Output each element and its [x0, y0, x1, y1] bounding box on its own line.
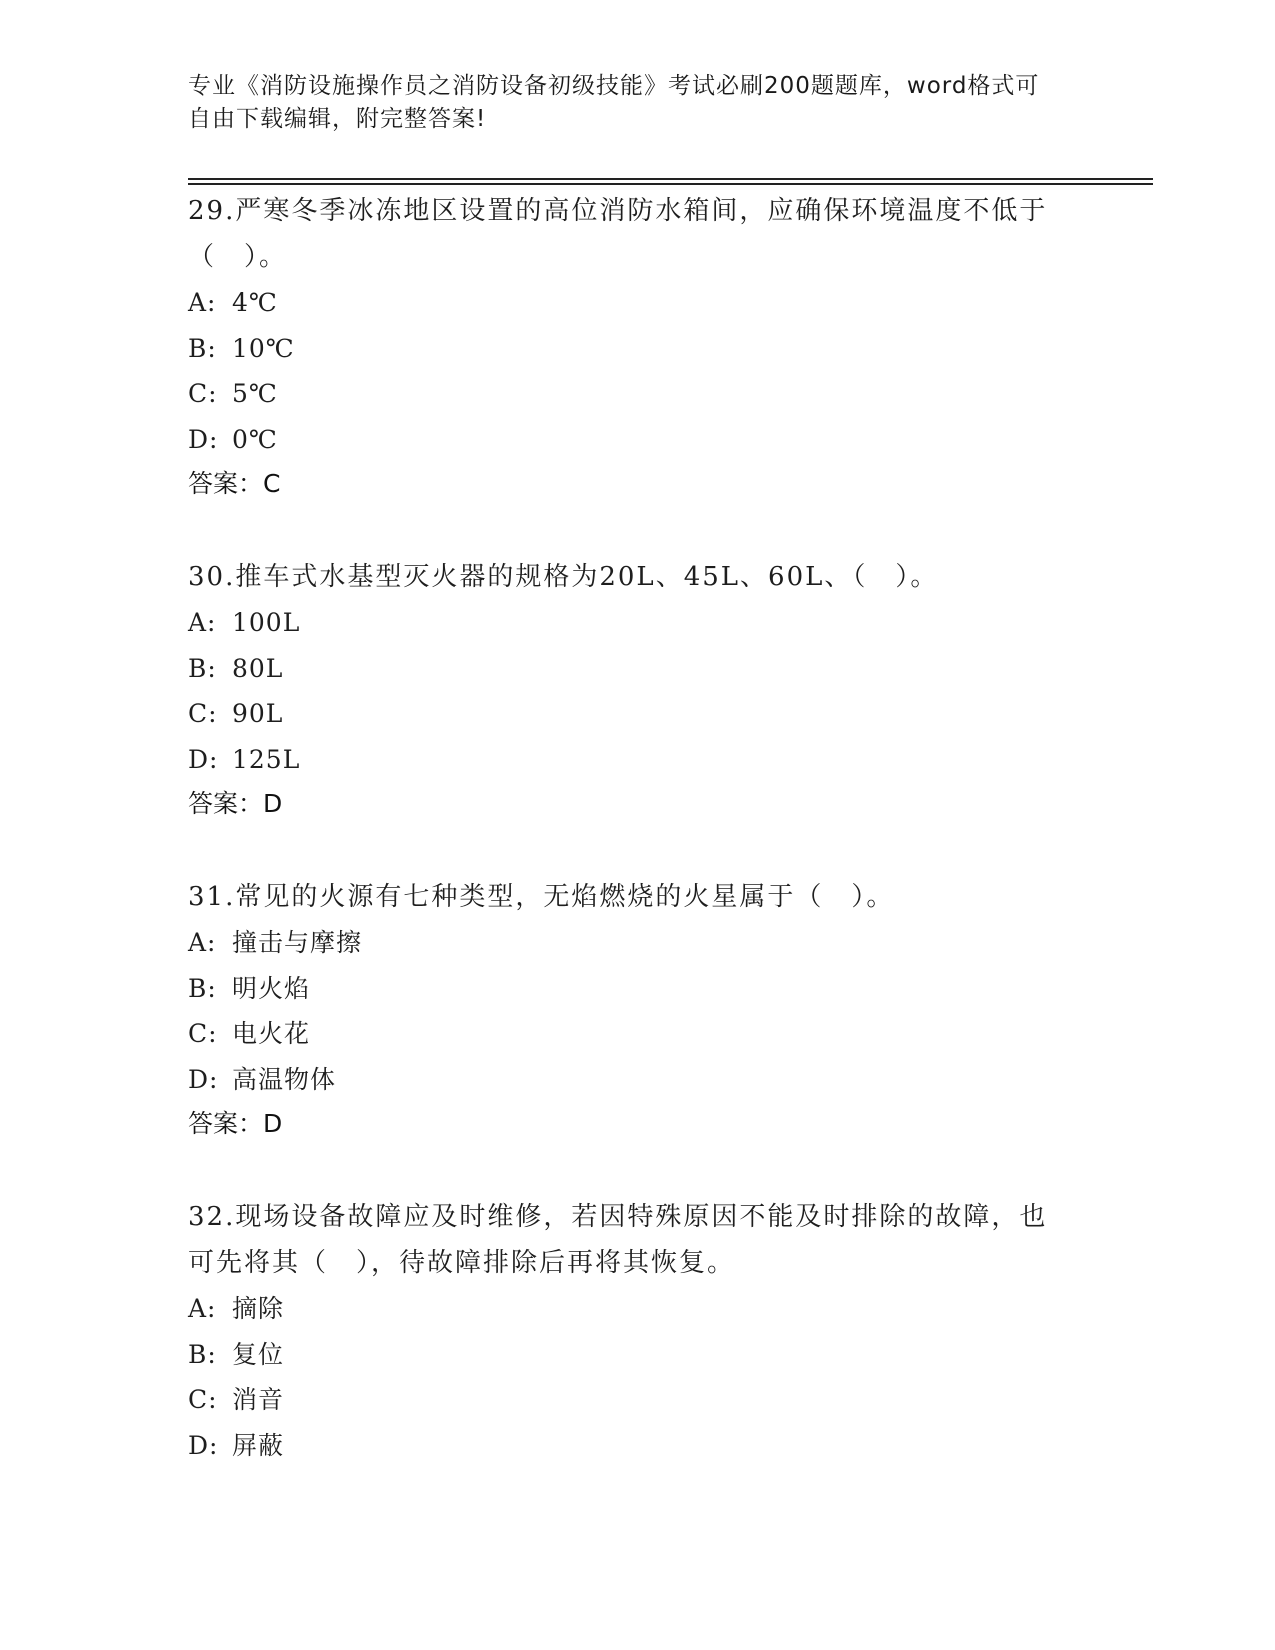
option-text: 高温物体	[232, 1064, 337, 1094]
option-c	[188, 1011, 1088, 1057]
question-stem-line-1: 32.现场设备故障应及时维修，若因特殊原因不能及时排除的故障，也	[188, 1202, 1048, 1232]
question-stem-line-2: 可先将其（ ），待故障排除后再将其恢复。	[188, 1248, 736, 1278]
answer-line: 答案：D	[188, 789, 283, 818]
question-stem-line-1: 30.推车式水基型灭火器的规格为20L、45L、60L、（ ）。	[188, 562, 939, 592]
option-label: D:	[188, 744, 219, 774]
header-divider-bottom	[188, 183, 1153, 185]
option-a	[188, 280, 1088, 326]
question-32	[188, 1194, 1088, 1468]
question-spacer	[188, 1146, 1088, 1194]
option-label: B:	[188, 653, 217, 683]
option-text: 明火焰	[232, 973, 311, 1003]
option-b	[188, 326, 1088, 372]
question-stem-line-1: 29.严寒冬季冰冻地区设置的高位消防水箱间，应确保环境温度不低于	[188, 196, 1048, 226]
question-30	[188, 554, 1088, 826]
option-b	[188, 1332, 1088, 1378]
question-31	[188, 874, 1088, 1146]
option-text: 消音	[232, 1385, 285, 1414]
option-label: D:	[188, 1064, 219, 1094]
option-text: 10℃	[232, 333, 295, 363]
question-spacer	[188, 826, 1088, 874]
option-d	[188, 417, 1088, 463]
option-text: 摘除	[232, 1294, 285, 1323]
question-stem-line-1: 31.常见的火源有七种类型，无焰燃烧的火星属于（ ）。	[188, 882, 895, 912]
option-label: A:	[188, 288, 217, 317]
option-label: C:	[188, 699, 218, 728]
option-d	[188, 1423, 1088, 1469]
question-29	[188, 188, 1088, 506]
option-c	[188, 1377, 1088, 1423]
document-header	[188, 70, 1068, 136]
option-c	[188, 691, 1088, 737]
option-label: B:	[188, 973, 217, 1003]
option-a	[188, 600, 1088, 646]
header-divider-top	[188, 178, 1153, 180]
option-text: 电火花	[232, 1019, 311, 1048]
option-label: C:	[188, 379, 218, 408]
option-b	[188, 646, 1088, 692]
question-stem	[188, 874, 1068, 920]
option-label: C:	[188, 1019, 218, 1048]
option-label: D:	[188, 1430, 219, 1460]
option-a	[188, 920, 1088, 966]
option-text: 屏蔽	[232, 1430, 285, 1460]
option-text: 80L	[232, 653, 284, 683]
option-d	[188, 1057, 1088, 1103]
question-stem	[188, 1194, 1068, 1286]
answer-line: 答案：C	[188, 469, 281, 498]
option-label: B:	[188, 1339, 217, 1369]
option-label: A:	[188, 928, 217, 957]
option-label: B:	[188, 333, 217, 363]
option-label: D:	[188, 424, 219, 454]
question-list	[188, 188, 1088, 1468]
option-text: 复位	[232, 1339, 285, 1369]
header-line-1: 专业《消防设施操作员之消防设备初级技能》考试必刷200题题库，word格式可	[188, 73, 1040, 99]
header-line-2: 自由下载编辑，附完整答案!	[188, 106, 487, 132]
option-text: 125L	[232, 744, 301, 774]
option-text: 0℃	[232, 424, 278, 454]
option-label: C:	[188, 1385, 218, 1414]
option-label: A:	[188, 1294, 217, 1323]
question-spacer	[188, 506, 1088, 554]
option-text: 撞击与摩擦	[232, 928, 363, 957]
option-a	[188, 1286, 1088, 1332]
option-text: 4℃	[232, 288, 278, 317]
option-b	[188, 966, 1088, 1012]
question-stem	[188, 188, 1068, 280]
option-c	[188, 371, 1088, 417]
option-d	[188, 737, 1088, 783]
option-text: 5℃	[232, 379, 278, 408]
question-stem	[188, 554, 1068, 600]
answer-line: 答案：D	[188, 1109, 283, 1138]
option-text: 100L	[232, 608, 301, 637]
option-label: A:	[188, 608, 217, 637]
question-stem-line-2: （ ）。	[188, 242, 288, 272]
option-text: 90L	[232, 699, 284, 728]
